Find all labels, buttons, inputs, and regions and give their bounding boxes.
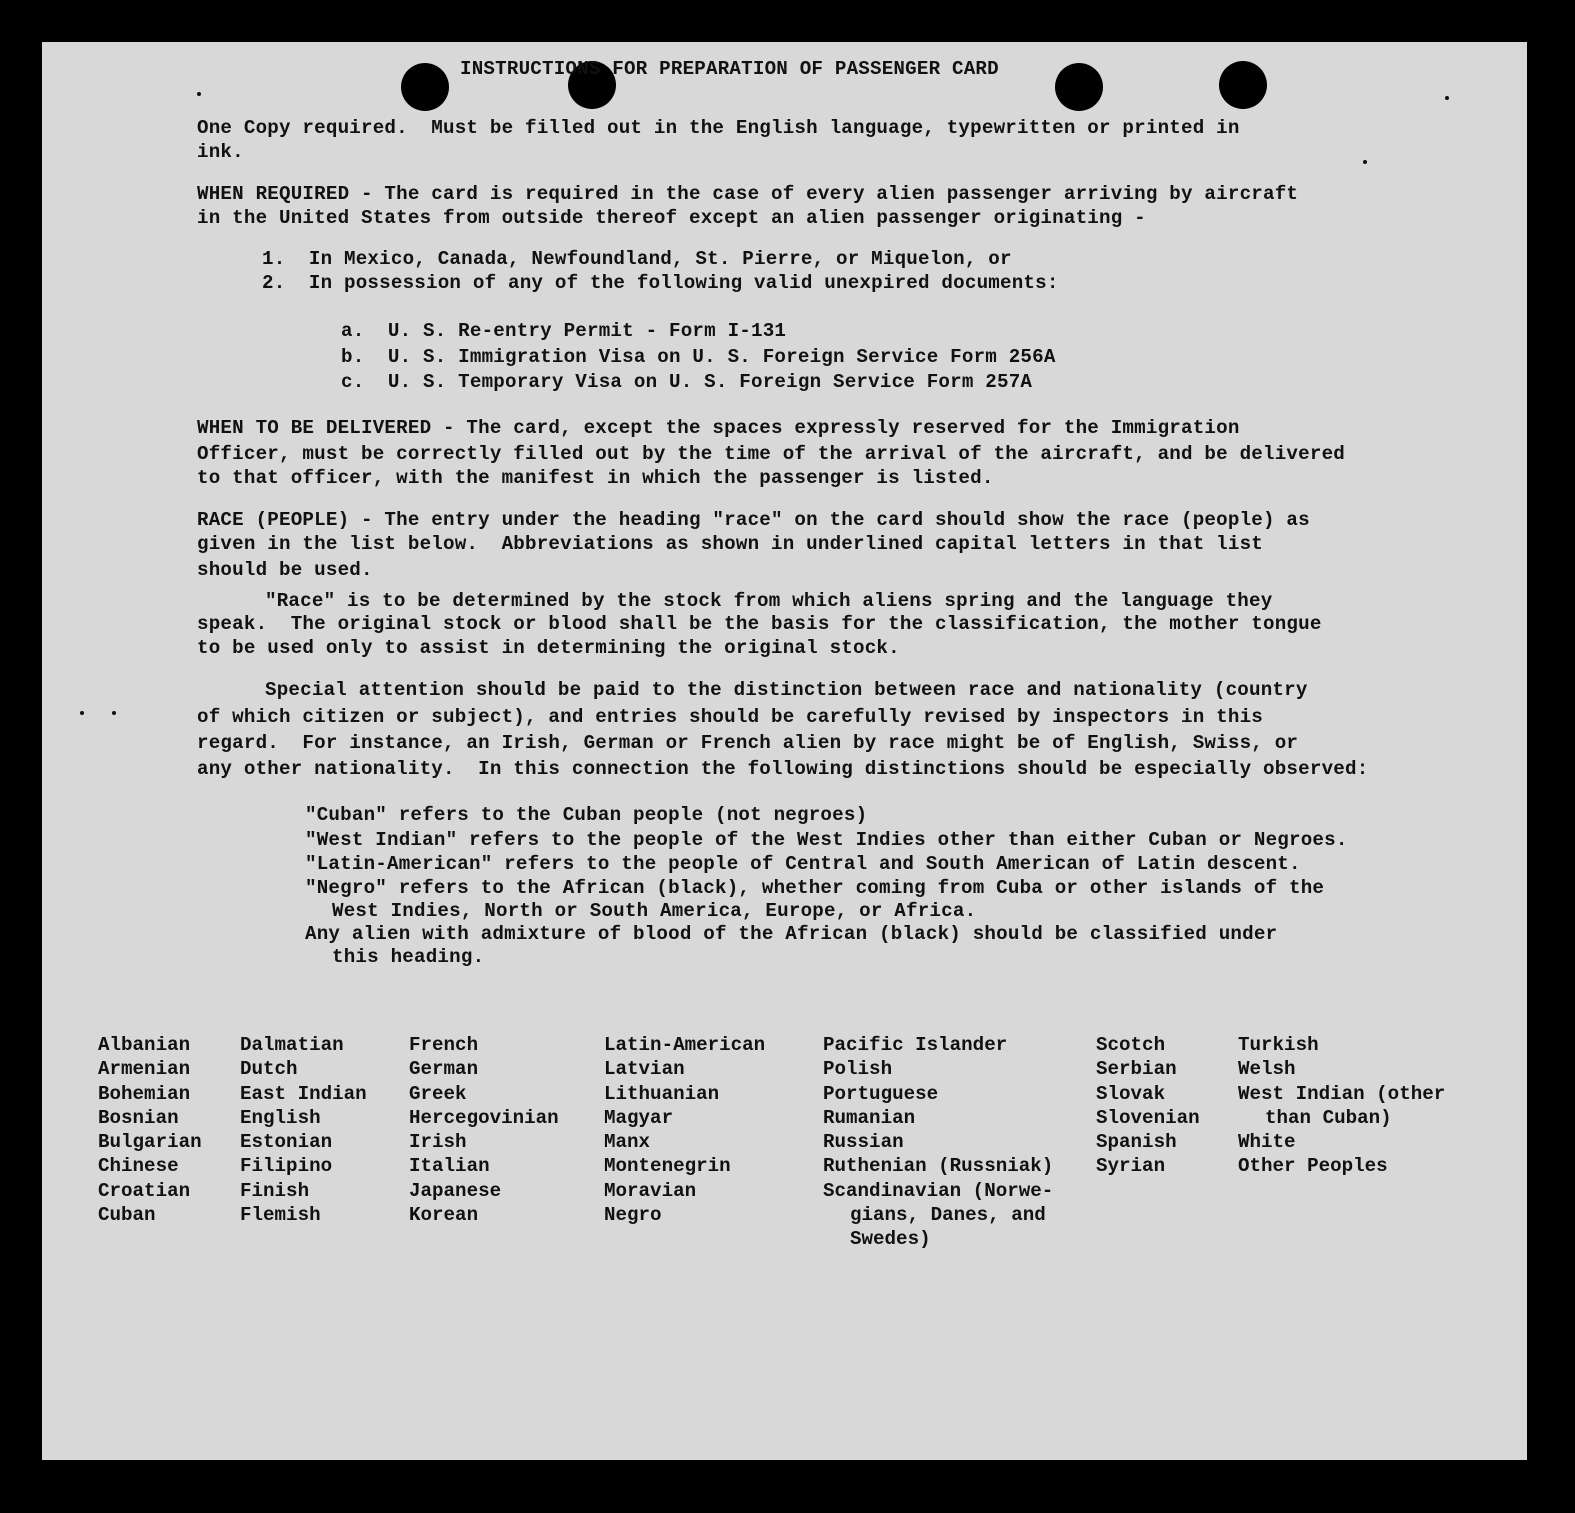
speck bbox=[80, 711, 84, 715]
text-line: this heading. bbox=[332, 946, 485, 968]
race-column bbox=[604, 1033, 765, 1227]
page-title: INSTRUCTIONS FOR PREPARATION OF PASSENGER CARD bbox=[460, 58, 999, 80]
race-item: Albanian bbox=[98, 1034, 191, 1056]
race-item: Turkish bbox=[1238, 1034, 1319, 1056]
text-line: to be used only to assist in determining the original stock. bbox=[197, 637, 900, 659]
race-item: Rumanian bbox=[823, 1106, 916, 1129]
race-item: West Indian (other bbox=[1238, 1082, 1446, 1105]
race-column bbox=[240, 1033, 367, 1227]
text-line: to that officer, with the manifest in which the passenger is listed. bbox=[197, 467, 994, 489]
race-item: Pacific Islander bbox=[823, 1034, 1008, 1056]
punch-hole bbox=[401, 63, 449, 111]
race-column bbox=[1238, 1033, 1445, 1179]
race-item: Japanese bbox=[409, 1179, 502, 1202]
speck bbox=[1445, 96, 1449, 100]
race-column bbox=[409, 1033, 559, 1227]
race-item: Slovak bbox=[1096, 1082, 1166, 1105]
race-item: French bbox=[409, 1034, 479, 1056]
text-line: 1. In Mexico, Canada, Newfoundland, St. Pierre, or Miquelon, or bbox=[262, 248, 1012, 270]
text-line: any other nationality. In this connection the following distinctions should be especially observed: bbox=[197, 758, 1369, 780]
text-line: "Negro" refers to the African (black), whether coming from Cuba or other islands of the bbox=[305, 877, 1325, 899]
race-item: Scotch bbox=[1096, 1034, 1166, 1056]
text-line: b. U. S. Immigration Visa on U. S. Foreign Service Form 256A bbox=[341, 346, 1056, 368]
race-item: Other Peoples bbox=[1238, 1155, 1388, 1178]
text-line: speak. The original stock or blood shall be the basis for the classification, the mother tongue bbox=[197, 613, 1322, 635]
text-line: "West Indian" refers to the people of the West Indies other than either Cuban or Negroes. bbox=[305, 829, 1348, 851]
text-line: Special attention should be paid to the distinction between race and nationality (country bbox=[265, 679, 1308, 701]
text-line: WHEN TO BE DELIVERED - The card, except the spaces expressly reserved for the Immigration bbox=[197, 417, 1240, 439]
race-column bbox=[1096, 1033, 1200, 1179]
race-item: Polish bbox=[823, 1058, 893, 1081]
text-line: RACE (PEOPLE) - The entry under the heading "race" on the card should show the race (people) as bbox=[197, 509, 1310, 531]
text-line: Officer, must be correctly filled out by the time of the arrival of the aircraft, and be delivered bbox=[197, 443, 1346, 465]
text-line: WHEN REQUIRED - The card is required in the case of every alien passenger arriving by aircraft bbox=[197, 183, 1299, 205]
race-item: Serbian bbox=[1096, 1058, 1177, 1081]
race-item: Italian bbox=[409, 1155, 490, 1178]
race-item: Korean bbox=[409, 1204, 479, 1227]
speck bbox=[112, 711, 116, 715]
race-item: Latvian bbox=[604, 1058, 685, 1081]
race-item: White bbox=[1238, 1131, 1296, 1154]
race-item: Spanish bbox=[1096, 1131, 1177, 1154]
text-line: given in the list below. Abbreviations as shown in underlined capital letters in that list bbox=[197, 533, 1264, 555]
race-item: gians, Danes, and bbox=[850, 1204, 1046, 1227]
race-item: Montenegrin bbox=[604, 1155, 731, 1178]
text-line: "Cuban" refers to the Cuban people (not negroes) bbox=[305, 804, 868, 826]
race-item: Moravian bbox=[604, 1179, 697, 1202]
speck bbox=[197, 92, 201, 96]
race-item: Filipino bbox=[240, 1155, 333, 1178]
race-item: Finish bbox=[240, 1179, 310, 1202]
race-item: Hercegovinian bbox=[409, 1106, 559, 1129]
text-line: Any alien with admixture of blood of the African (black) should be classified under bbox=[305, 923, 1278, 945]
race-item: Bohemian bbox=[98, 1082, 191, 1105]
race-item: Cuban bbox=[98, 1204, 156, 1227]
race-item: than Cuban) bbox=[1265, 1106, 1392, 1129]
race-item: German bbox=[409, 1058, 479, 1081]
text-line: ink. bbox=[197, 141, 244, 163]
race-item: Swedes) bbox=[850, 1228, 931, 1251]
text-line: 2. In possession of any of the following valid unexpired documents: bbox=[262, 272, 1059, 294]
text-line: in the United States from outside thereof except an alien passenger originating - bbox=[197, 207, 1146, 229]
text-line: of which citizen or subject), and entries should be carefully revised by inspectors in this bbox=[197, 706, 1264, 728]
race-item: Irish bbox=[409, 1131, 467, 1154]
race-item: Welsh bbox=[1238, 1058, 1296, 1081]
race-item: Manx bbox=[604, 1131, 651, 1154]
race-item: Flemish bbox=[240, 1204, 321, 1227]
text-line: "Latin-American" refers to the people of Central and South American of Latin descent. bbox=[305, 853, 1301, 875]
race-column bbox=[98, 1033, 202, 1227]
race-item: Portuguese bbox=[823, 1082, 939, 1105]
race-item: Greek bbox=[409, 1082, 467, 1105]
race-item: Latin-American bbox=[604, 1034, 766, 1056]
race-item: Lithuanian bbox=[604, 1082, 720, 1105]
race-item: Magyar bbox=[604, 1106, 674, 1129]
text-line: a. U. S. Re-entry Permit - Form I-131 bbox=[341, 320, 787, 342]
race-item: Ruthenian (Russniak) bbox=[823, 1155, 1054, 1178]
race-item: Estonian bbox=[240, 1131, 333, 1154]
race-item: Croatian bbox=[98, 1179, 191, 1202]
race-item: Bosnian bbox=[98, 1106, 179, 1129]
race-item: Dutch bbox=[240, 1058, 298, 1081]
race-item: Armenian bbox=[98, 1058, 191, 1081]
race-column bbox=[823, 1033, 1053, 1252]
race-item: Scandinavian (Norwe- bbox=[823, 1179, 1054, 1202]
race-item: Bulgarian bbox=[98, 1131, 202, 1154]
race-item: Negro bbox=[604, 1204, 662, 1227]
text-line: should be used. bbox=[197, 559, 373, 581]
text-line: "Race" is to be determined by the stock from which aliens spring and the language they bbox=[265, 590, 1273, 612]
race-item: Chinese bbox=[98, 1155, 179, 1178]
text-line: c. U. S. Temporary Visa on U. S. Foreign Service Form 257A bbox=[341, 371, 1033, 393]
race-item: Russian bbox=[823, 1131, 904, 1154]
text-line: regard. For instance, an Irish, German or French alien by race might be of English, Swiss, or bbox=[197, 732, 1299, 754]
race-item: Syrian bbox=[1096, 1155, 1166, 1178]
text-line: One Copy required. Must be filled out in the English language, typewritten or printed in bbox=[197, 117, 1240, 139]
race-item: English bbox=[240, 1106, 321, 1129]
race-item: Slovenian bbox=[1096, 1106, 1200, 1129]
speck bbox=[1363, 160, 1367, 164]
text-line: West Indies, North or South America, Europe, or Africa. bbox=[332, 900, 977, 922]
race-item: East Indian bbox=[240, 1082, 367, 1105]
punch-hole bbox=[1055, 63, 1103, 111]
punch-hole bbox=[1219, 61, 1267, 109]
race-item: Dalmatian bbox=[240, 1034, 344, 1056]
